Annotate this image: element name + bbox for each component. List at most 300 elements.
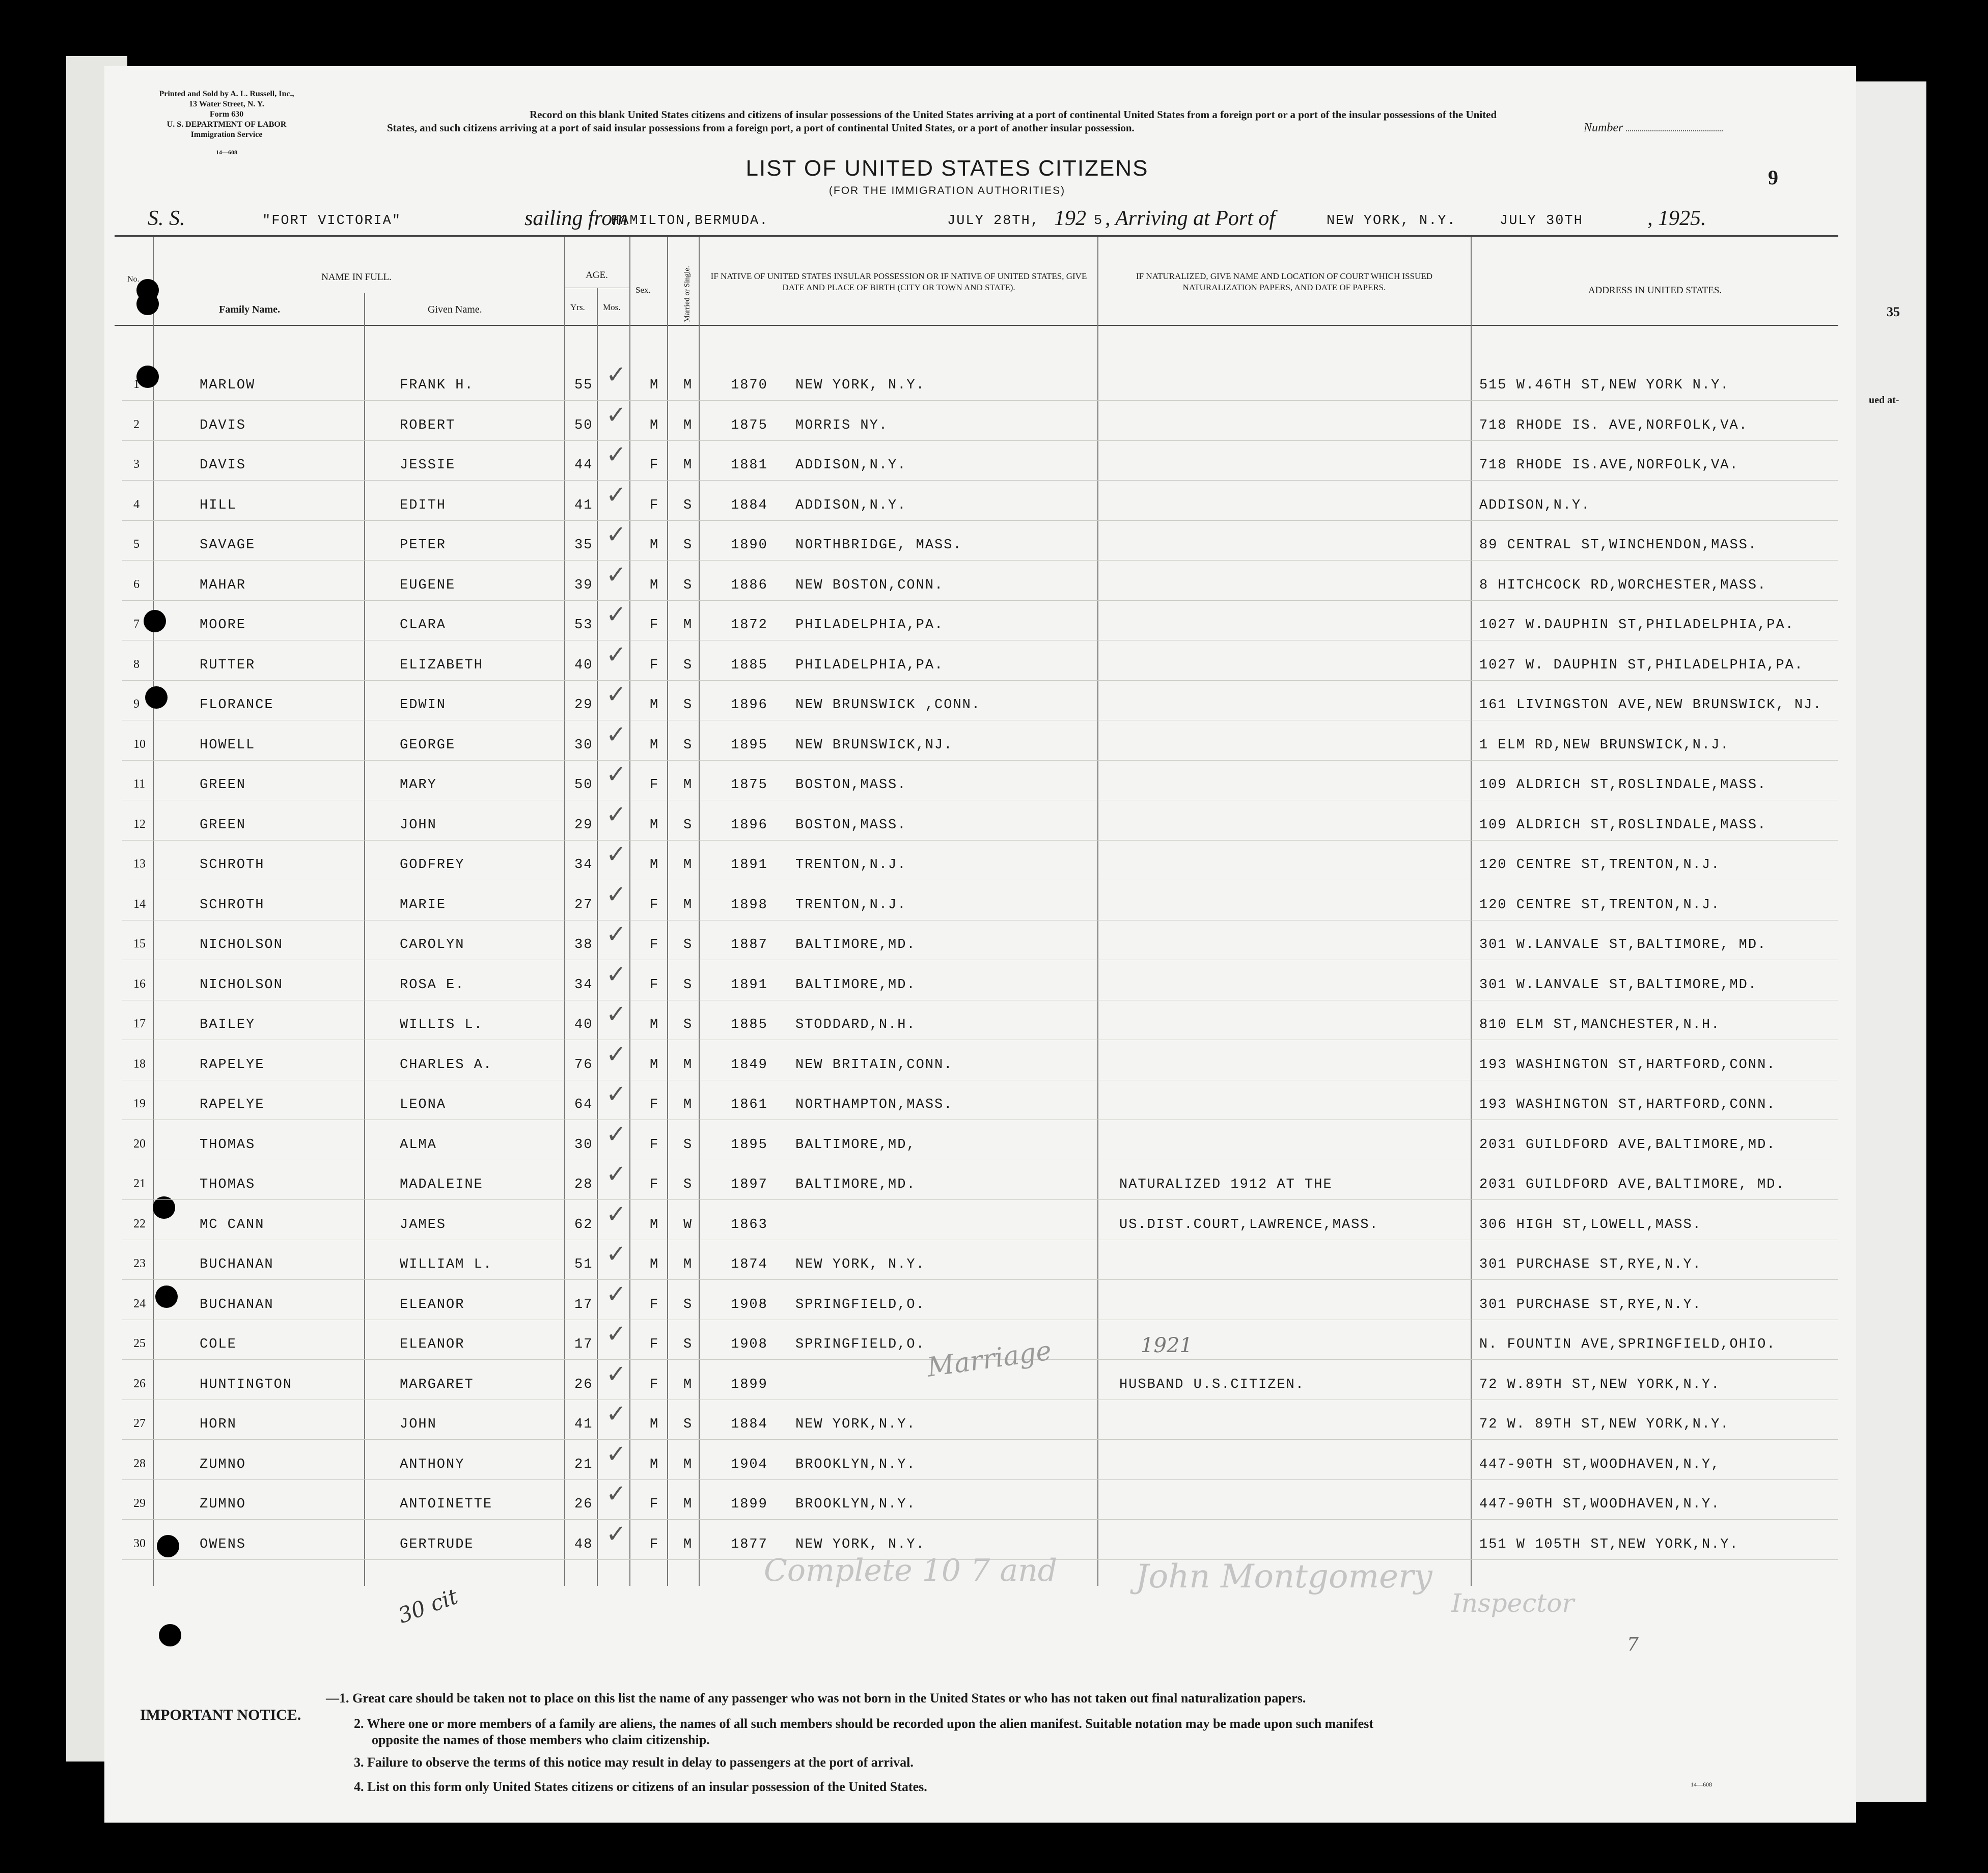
marital-status: M — [683, 898, 693, 913]
us-address: 151 W 105TH ST,NEW YORK,N.Y. — [1479, 1537, 1739, 1552]
checkmark-icon: ✓ — [606, 600, 627, 629]
age-years: 39 — [574, 578, 593, 593]
birth-year: 1884 — [731, 1417, 768, 1432]
important-notice-item3: 3. Failure to observe the terms of this notice may result in delay to passengers at the port of arrival. — [354, 1755, 914, 1770]
family-name: HUNTINGTON — [200, 1377, 293, 1392]
header-naturalized: IF NATURALIZED, GIVE NAME AND LOCATION OF COURT WHICH ISSUED NATURALIZATION PAPERS, AND DATE OF PAPERS. — [1136, 271, 1432, 292]
checkmark-icon: ✓ — [606, 561, 627, 589]
us-address: 109 ALDRICH ST,ROSLINDALE,MASS. — [1479, 818, 1767, 833]
checkmark-icon: ✓ — [606, 960, 627, 989]
marital-status: S — [683, 1017, 693, 1032]
sex: F — [650, 1097, 659, 1112]
birth-place: NEW YORK, N.Y. — [795, 378, 925, 393]
family-name: DAVIS — [200, 458, 246, 473]
family-name: DAVIS — [200, 418, 246, 433]
marital-status: S — [683, 937, 693, 953]
checkmark-icon: ✓ — [606, 1120, 627, 1149]
binding-hole — [144, 610, 166, 632]
us-address: 301 PURCHASE ST,RYE,N.Y. — [1479, 1297, 1702, 1312]
age-years: 53 — [574, 618, 593, 633]
us-address: 447-90TH ST,WOODHAVEN,N.Y. — [1479, 1497, 1721, 1512]
family-name: MAHAR — [200, 578, 246, 593]
family-name: HOWELL — [200, 738, 256, 753]
age-years: 40 — [574, 1017, 593, 1032]
ship-name: "FORT VICTORIA" — [262, 213, 402, 229]
sex: M — [650, 697, 659, 713]
col-divider-given — [564, 237, 565, 1586]
us-address: 810 ELM ST,MANCHESTER,N.H. — [1479, 1017, 1721, 1032]
row-number: 13 — [133, 857, 146, 871]
birth-place: NORTHAMPTON,MASS. — [795, 1097, 953, 1112]
age-years: 26 — [574, 1497, 593, 1512]
marital-status: S — [683, 1337, 693, 1352]
sex: F — [650, 498, 659, 513]
given-name: ANTHONY — [400, 1457, 465, 1472]
sex: M — [650, 857, 659, 873]
age-years: 51 — [574, 1257, 593, 1272]
marital-status: M — [683, 1377, 693, 1392]
given-name: JOHN — [400, 1417, 437, 1432]
given-name: JESSIE — [400, 458, 456, 473]
checkmark-icon: ✓ — [606, 1360, 627, 1388]
birth-place: NEW BRUNSWICK ,CONN. — [795, 697, 981, 713]
birth-year: 1863 — [731, 1217, 768, 1233]
family-name: BUCHANAN — [200, 1257, 274, 1272]
header-age: AGE. — [586, 270, 608, 281]
handwritten-count: 30 cit — [395, 1583, 461, 1629]
birth-year: 1891 — [731, 977, 768, 993]
birth-year: 1895 — [731, 1137, 768, 1153]
row-number: 7 — [133, 618, 140, 631]
us-address: 72 W. 89TH ST,NEW YORK,N.Y. — [1479, 1417, 1730, 1432]
birth-place: TRENTON,N.J. — [795, 898, 907, 913]
printer-line1: Printed and Sold by A. L. Russell, Inc., — [159, 90, 294, 98]
family-name: GREEN — [200, 777, 246, 793]
marital-status: M — [683, 1537, 693, 1552]
row-number: 27 — [133, 1417, 146, 1430]
birth-year: 1898 — [731, 898, 768, 913]
birth-year: 1896 — [731, 697, 768, 713]
birth-place: MORRIS NY. — [795, 418, 889, 433]
birth-year: 1874 — [731, 1257, 768, 1272]
family-name: RAPELYE — [200, 1057, 265, 1073]
header-given-name: Given Name. — [428, 304, 482, 315]
family-name: HORN — [200, 1417, 237, 1432]
age-years: 30 — [574, 1137, 593, 1153]
given-name: ELEANOR — [400, 1337, 465, 1352]
header-no: No. — [127, 275, 140, 284]
row-number: 26 — [133, 1377, 146, 1390]
family-name: SAVAGE — [200, 538, 256, 553]
given-name: CAROLYN — [400, 937, 465, 953]
binding-hole — [136, 293, 159, 315]
birth-place: NEW YORK, N.Y. — [795, 1257, 925, 1272]
col-divider-yrs — [597, 288, 598, 1586]
family-name: MARLOW — [200, 378, 256, 393]
birth-place: BALTIMORE,MD. — [795, 1177, 916, 1192]
us-address: ADDISON,N.Y. — [1479, 498, 1591, 513]
birth-year: 1908 — [731, 1337, 768, 1352]
row-number: 2 — [133, 418, 140, 431]
marital-status: S — [683, 818, 693, 833]
given-name: GODFREY — [400, 857, 465, 873]
marital-status: S — [683, 1417, 693, 1432]
age-years: 41 — [574, 1417, 593, 1432]
row-rule — [122, 560, 1838, 561]
given-name: FRANK H. — [400, 378, 474, 393]
row-number: 24 — [133, 1297, 146, 1310]
sex: F — [650, 777, 659, 793]
us-address: 301 PURCHASE ST,RYE,N.Y. — [1479, 1257, 1702, 1272]
marital-status: M — [683, 777, 693, 793]
sex: F — [650, 658, 659, 673]
important-notice-label: IMPORTANT NOTICE. — [140, 1707, 301, 1723]
sex: F — [650, 458, 659, 473]
age-years: 21 — [574, 1457, 593, 1472]
checkmark-icon: ✓ — [606, 481, 627, 509]
row-number: 22 — [133, 1217, 146, 1231]
page-number: 9 — [1768, 166, 1778, 189]
year-prefix: 192 — [1054, 207, 1086, 230]
page-title: LIST OF UNITED STATES CITIZENS — [746, 156, 1149, 181]
birth-place: ADDISON,N.Y. — [795, 458, 907, 473]
col-divider-ms — [699, 237, 700, 1586]
handwritten-marriage: Marriage — [925, 1335, 1054, 1383]
important-notice-item4: 4. List on this form only United States citizens or citizens of an insular possession of the United States. — [354, 1779, 927, 1794]
header-yrs: Yrs. — [570, 302, 585, 312]
sex: M — [650, 1457, 659, 1472]
row-rule — [122, 1279, 1838, 1280]
checkmark-icon: ✓ — [606, 401, 627, 429]
age-years: 26 — [574, 1377, 593, 1392]
col-divider-birth — [1097, 237, 1098, 1586]
row-number: 20 — [133, 1137, 146, 1151]
sex: M — [650, 538, 659, 553]
birth-place: BOSTON,MASS. — [795, 777, 907, 793]
checkmark-icon: ✓ — [606, 1160, 627, 1188]
printer-line2: 13 Water Street, N. Y. — [189, 100, 264, 108]
family-name: ZUMNO — [200, 1497, 246, 1512]
binding-hole — [155, 1285, 178, 1308]
us-address: 718 RHODE IS. AVE,NORFOLK,VA. — [1479, 418, 1748, 433]
checkmark-icon: ✓ — [606, 520, 627, 549]
marital-status: M — [683, 1257, 693, 1272]
birth-year: 1904 — [731, 1457, 768, 1472]
family-name: FLORANCE — [200, 697, 274, 713]
birth-year: 1899 — [731, 1377, 768, 1392]
given-name: CLARA — [400, 618, 447, 633]
birth-place: STODDARD,N.H. — [795, 1017, 916, 1032]
us-address: 301 W.LANVALE ST,BALTIMORE, MD. — [1479, 937, 1767, 953]
page-subtitle: (FOR THE IMMIGRATION AUTHORITIES) — [829, 185, 1066, 197]
family-name: THOMAS — [200, 1137, 256, 1153]
row-rule — [122, 1479, 1838, 1480]
sex: M — [650, 738, 659, 753]
marital-status: M — [683, 857, 693, 873]
sex: F — [650, 1177, 659, 1192]
us-address: 2031 GUILDFORD AVE,BALTIMORE,MD. — [1479, 1137, 1776, 1153]
birth-place: BALTIMORE,MD. — [795, 977, 916, 993]
marital-status: M — [683, 378, 693, 393]
sailing-label: sailing from — [524, 207, 628, 230]
birth-place: NEW BRUNSWICK,NJ. — [795, 738, 953, 753]
age-years: 27 — [574, 898, 593, 913]
row-number: 1 — [133, 378, 140, 391]
marital-status: S — [683, 1177, 693, 1192]
voyage-line — [148, 206, 1828, 237]
birth-place: BROOKLYN,N.Y. — [795, 1497, 916, 1512]
birth-year: 1849 — [731, 1057, 768, 1073]
given-name: ALMA — [400, 1137, 437, 1153]
marital-status: M — [683, 458, 693, 473]
us-address: 1027 W.DAUPHIN ST,PHILADELPHIA,PA. — [1479, 618, 1794, 633]
age-years: 40 — [574, 658, 593, 673]
row-number: 3 — [133, 458, 140, 471]
family-name: RUTTER — [200, 658, 256, 673]
ss-label: S. S. — [148, 207, 185, 230]
sex: F — [650, 618, 659, 633]
checkmark-icon: ✓ — [606, 1240, 627, 1268]
row-number: 14 — [133, 898, 146, 911]
birth-place: NEW YORK,N.Y. — [795, 1417, 916, 1432]
handwritten-inspector-name: John Montgomery — [1136, 1558, 1432, 1596]
arrival-date: JULY 30TH — [1500, 213, 1583, 229]
marital-status: M — [683, 1097, 693, 1112]
sex: M — [650, 578, 659, 593]
given-name: GERTRUDE — [400, 1537, 474, 1552]
row-number: 29 — [133, 1497, 146, 1510]
row-number: 18 — [133, 1057, 146, 1071]
header-mos: Mos. — [603, 302, 621, 312]
row-rule — [122, 680, 1838, 681]
sex: M — [650, 1057, 659, 1073]
row-number: 4 — [133, 498, 140, 511]
birth-year: 1872 — [731, 618, 768, 633]
sex: F — [650, 1137, 659, 1153]
naturalization: HUSBAND U.S.CITIZEN. — [1119, 1377, 1305, 1392]
given-name: MARIE — [400, 898, 447, 913]
birth-place: TRENTON,N.J. — [795, 857, 907, 873]
given-name: EDWIN — [400, 697, 447, 713]
col-divider-sex — [667, 237, 668, 1586]
checkmark-icon: ✓ — [606, 1040, 627, 1069]
naturalization: NATURALIZED 1912 AT THE — [1119, 1177, 1333, 1192]
row-number: 17 — [133, 1017, 146, 1030]
checkmark-icon: ✓ — [606, 720, 627, 749]
family-name: HILL — [200, 498, 237, 513]
checkmark-icon: ✓ — [606, 920, 627, 948]
age-years: 55 — [574, 378, 593, 393]
naturalization: US.DIST.COURT,LAWRENCE,MASS. — [1119, 1217, 1379, 1233]
arrival-port: NEW YORK, N.Y. — [1327, 213, 1456, 229]
checkmark-icon: ✓ — [606, 1440, 627, 1468]
number-label — [1584, 121, 1723, 135]
header-name-in-full: NAME IN FULL. — [321, 272, 392, 283]
birth-year: 1891 — [731, 857, 768, 873]
col-divider-family — [364, 293, 365, 1586]
row-number: 11 — [133, 777, 146, 791]
checkmark-icon: ✓ — [606, 1320, 627, 1348]
marital-status: M — [683, 1457, 693, 1472]
us-address: 161 LIVINGSTON AVE,NEW BRUNSWICK, NJ. — [1479, 697, 1823, 713]
age-years: 17 — [574, 1337, 593, 1352]
family-name: MC CANN — [200, 1217, 265, 1233]
age-years: 44 — [574, 458, 593, 473]
marital-status: S — [683, 738, 693, 753]
row-number: 30 — [133, 1537, 146, 1550]
age-years: 28 — [574, 1177, 593, 1192]
marital-status: M — [683, 618, 693, 633]
birth-year: 1875 — [731, 418, 768, 433]
sex: F — [650, 1537, 659, 1552]
us-address: 515 W.46TH ST,NEW YORK N.Y. — [1479, 378, 1730, 393]
arriving-label: , Arriving at Port of — [1105, 207, 1276, 230]
given-name: ROSA E. — [400, 977, 465, 993]
birth-place: PHILADELPHIA,PA. — [795, 658, 944, 673]
marital-status: S — [683, 538, 693, 553]
row-rule — [122, 1439, 1838, 1440]
given-name: LEONA — [400, 1097, 447, 1112]
sail-date: JULY 28TH, — [947, 213, 1040, 229]
sex: F — [650, 1377, 659, 1392]
service: Immigration Service — [190, 130, 263, 139]
row-number: 21 — [133, 1177, 146, 1190]
checkmark-icon: ✓ — [606, 1479, 627, 1508]
row-rule — [122, 440, 1838, 441]
form-number: Form 630 — [209, 110, 244, 119]
birth-year: 1890 — [731, 538, 768, 553]
us-address: 109 ALDRICH ST,ROSLINDALE,MASS. — [1479, 777, 1767, 793]
birth-year: 1870 — [731, 378, 768, 393]
right-side-text: ued at- — [1869, 395, 1899, 406]
number-label-text: Number — [1584, 121, 1623, 134]
birth-year: 1886 — [731, 578, 768, 593]
sex: M — [650, 418, 659, 433]
marital-status: S — [683, 697, 693, 713]
birth-place: ADDISON,N.Y. — [795, 498, 907, 513]
birth-year: 1875 — [731, 777, 768, 793]
row-rule — [122, 840, 1838, 841]
checkmark-icon: ✓ — [606, 1400, 627, 1428]
row-number: 12 — [133, 818, 146, 831]
given-name: EDITH — [400, 498, 447, 513]
binding-hole — [145, 686, 168, 709]
sex: F — [650, 937, 659, 953]
marital-status: S — [683, 578, 693, 593]
header-bottom-rule — [115, 325, 1838, 326]
birth-year: 1885 — [731, 658, 768, 673]
us-address: 8 HITCHCOCK RD,WORCHESTER,MASS. — [1479, 578, 1767, 593]
family-name: SCHROTH — [200, 898, 265, 913]
birth-place: BALTIMORE,MD, — [795, 1137, 916, 1153]
checkmark-icon: ✓ — [606, 680, 627, 709]
col-divider-mos — [629, 237, 630, 1586]
row-rule — [122, 1519, 1838, 1520]
birth-year: 1881 — [731, 458, 768, 473]
marital-status: S — [683, 498, 693, 513]
family-name: COLE — [200, 1337, 237, 1352]
row-rule — [122, 520, 1838, 521]
checkmark-icon: ✓ — [606, 1080, 627, 1108]
sex: F — [650, 977, 659, 993]
family-name: MOORE — [200, 618, 246, 633]
binding-hole — [157, 1535, 179, 1557]
birth-year: 1899 — [731, 1497, 768, 1512]
birth-place: NEW YORK, N.Y. — [795, 1537, 925, 1552]
important-notice-item1: —1. Great care should be taken not to place on this list the name of any passenger who was not born in the United States or who has not taken out final naturalization papers. — [326, 1691, 1306, 1706]
sex: F — [650, 898, 659, 913]
given-name: JOHN — [400, 818, 437, 833]
family-name: OWENS — [200, 1537, 246, 1552]
given-name: JAMES — [400, 1217, 447, 1233]
family-name: GREEN — [200, 818, 246, 833]
header-address: ADDRESS IN UNITED STATES. — [1588, 285, 1722, 296]
birth-place: BROOKLYN,N.Y. — [795, 1457, 916, 1472]
birth-year: 1896 — [731, 818, 768, 833]
top-notice: Record on this blank United States citizens and citizens of insular possessions of the United States arriving at a port of continental United States from a foreign port or a port of the insular possessions of the United States, and such citizens arriving at a port of said insular possessions from a foreign port, a port of continental United States, or a port of another insular possession. — [387, 108, 1497, 134]
header-married: Married or Single. — [683, 266, 692, 322]
important-notice-item2b: opposite the names of those members who claim citizenship. — [372, 1732, 710, 1747]
birth-year: 1885 — [731, 1017, 768, 1032]
printer-block — [120, 89, 334, 157]
from-port: HAMILTON,BERMUDA. — [611, 213, 769, 229]
footer-form-code: 14—608 — [1691, 1781, 1712, 1788]
sex: M — [650, 378, 659, 393]
row-number: 10 — [133, 738, 146, 751]
age-years: 30 — [574, 738, 593, 753]
birth-year: 1877 — [731, 1537, 768, 1552]
age-years: 76 — [574, 1057, 593, 1073]
us-address: 447-90TH ST,WOODHAVEN,N.Y, — [1479, 1457, 1721, 1472]
us-address: 718 RHODE IS.AVE,NORFOLK,VA. — [1479, 458, 1739, 473]
family-name: RAPELYE — [200, 1097, 265, 1112]
col-divider-nat — [1471, 237, 1472, 1586]
row-number: 5 — [133, 538, 140, 551]
birth-place: BALTIMORE,MD. — [795, 937, 916, 953]
birth-year: 1897 — [731, 1177, 768, 1192]
checkmark-icon: ✓ — [606, 800, 627, 829]
header-family-name: Family Name. — [219, 304, 280, 315]
sex: F — [650, 1337, 659, 1352]
marital-status: S — [683, 1137, 693, 1153]
printer-code: 14—608 — [216, 149, 237, 156]
sex: M — [650, 1217, 659, 1233]
sex: F — [650, 1297, 659, 1312]
table-top-rule — [115, 235, 1838, 237]
handwritten-footer-note: Complete 10 7 and — [764, 1553, 1058, 1588]
marital-status: S — [683, 658, 693, 673]
given-name: EUGENE — [400, 578, 456, 593]
row-rule — [122, 1199, 1838, 1200]
family-name: ZUMNO — [200, 1457, 246, 1472]
birth-place: SPRINGFIELD,O. — [795, 1297, 925, 1312]
age-years: 50 — [574, 777, 593, 793]
row-number: 6 — [133, 578, 140, 591]
row-number: 8 — [133, 658, 140, 671]
header-birth: IF NATIVE OF UNITED STATES INSULAR POSSESSION OR IF NATIVE OF UNITED STATES, GIVE DATE AND PLACE OF BIRTH (CITY OR TOWN AND STATE). — [710, 271, 1087, 292]
marital-status: S — [683, 977, 693, 993]
given-name: WILLIS L. — [400, 1017, 483, 1032]
given-name: CHARLES A. — [400, 1057, 493, 1073]
row-number: 15 — [133, 937, 146, 951]
us-address: 120 CENTRE ST,TRENTON,N.J. — [1479, 857, 1721, 873]
birth-place: SPRINGFIELD,O. — [795, 1337, 925, 1352]
given-name: MARGARET — [400, 1377, 474, 1392]
marital-status: S — [683, 1297, 693, 1312]
sex: M — [650, 818, 659, 833]
us-address: 120 CENTRE ST,TRENTON,N.J. — [1479, 898, 1721, 913]
checkmark-icon: ✓ — [606, 1200, 627, 1228]
